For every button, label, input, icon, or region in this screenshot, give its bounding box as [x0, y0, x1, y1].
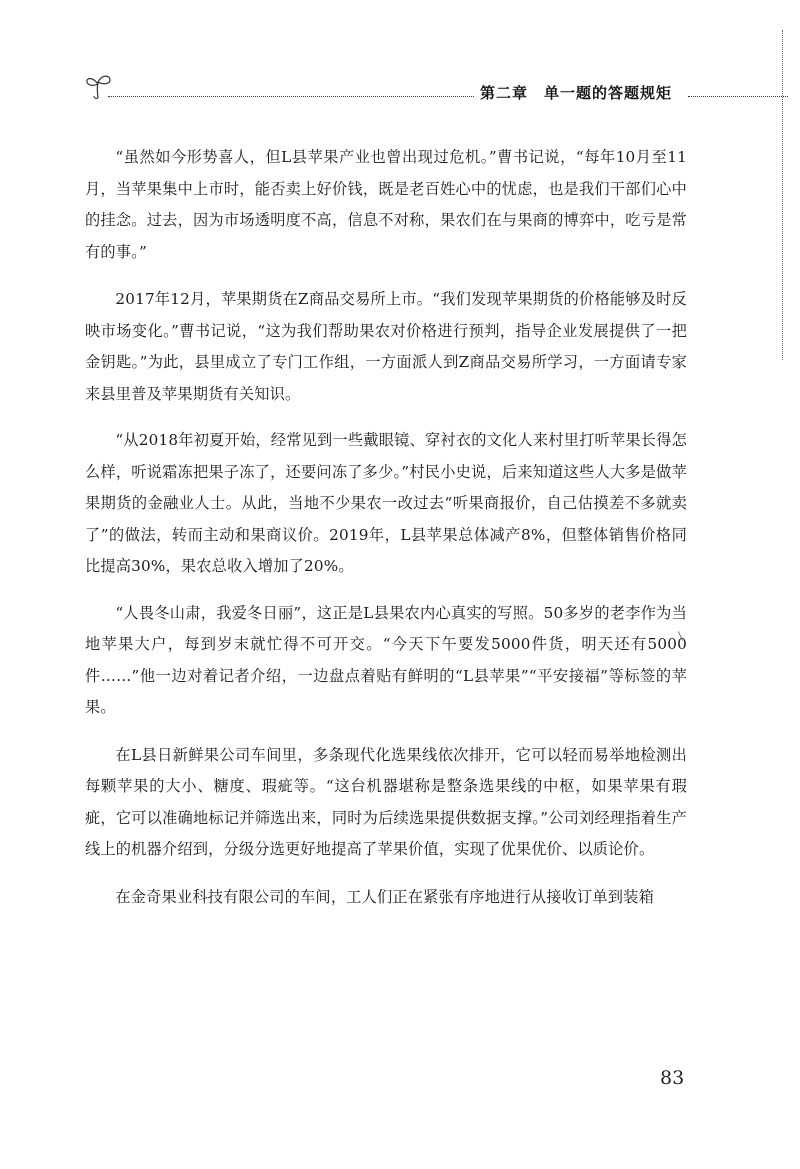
chapter-label: 第二章	[480, 84, 529, 102]
header-rule-left	[108, 96, 474, 97]
header-title	[480, 82, 672, 103]
chapter-title: 单一题的答题规矩	[544, 84, 673, 102]
page-number: 83	[660, 1067, 685, 1089]
header-rule-right	[688, 96, 788, 97]
body-text	[85, 142, 687, 929]
paragraph: “人畏冬山肃，我爱冬日丽”，这正是L县果农内心真实的写照。50多岁的老李作为当地苹果大户，每到岁末就忙得不可开交。“今天下午要发5000件货，明天还有5000件……”他一边对着记者介绍，一边盘点着贴有鲜明的“L县苹果”“平安接福”等标签的苹果。	[85, 603, 687, 716]
sprout-icon	[84, 72, 114, 102]
paragraph: “从2018年初夏开始，经常见到一些戴眼镜、穿衬衣的文化人来村里打听苹果长得怎么样，听说霜冻把果子冻了，还要问冻了多少。”村民小史说，后来知道这些人大多是做苹果期货的金融业人士。从此，当地不少果农一改过去“听果商报价，自己估摸差不多就卖了”的做法，转而主动和果商议价。2019年，L县苹果总体减产8%，但整体销售价格同比提高30%，果农总收入增加了20%。	[85, 431, 687, 575]
paragraph: 2017年12月，苹果期货在Z商品交易所上市。“我们发现苹果期货的价格能够及时反映市场变化。”曹书记说，“这为我们帮助果农对价格进行预判，指导企业发展提供了一把金钥匙。”为此，县里成立了专门工作组，一方面派人到Z商品交易所学习，一方面请专家来县里普及苹果期货有关知识。	[85, 290, 687, 403]
edge-mark	[782, 30, 783, 360]
paragraph: “虽然如今形势喜人，但L县苹果产业也曾出现过危机。”曹书记说，“每年10月至11月，当苹果集中上市时，能否卖上好价钱，既是老百姓心中的忧虑，也是我们干部们心中的挂念。过去，因为市场透明度不高，信息不对称，果农们在与果商的博弈中，吃亏是常有的事。”	[85, 148, 687, 261]
paragraph: 在金奇果业科技有限公司的车间，工人们正在紧张有序地进行从接收订单到装箱	[115, 887, 654, 906]
running-header	[84, 72, 790, 104]
paragraph: 在L县日新鲜果公司车间里，多条现代化选果线依次排开，它可以轻而易举地检测出每颗苹果的大小、糖度、瑕疵等。“这台机器堪称是整条选果线的中枢，如果苹果有瑕疵，它可以准确地标记并筛选出来，同时为后续选果提供数据支撑。”公司刘经理指着生产线上的机器介绍到，分级分选更好地提高了苹果价值，实现了优果优价、以质论价。	[85, 745, 687, 858]
